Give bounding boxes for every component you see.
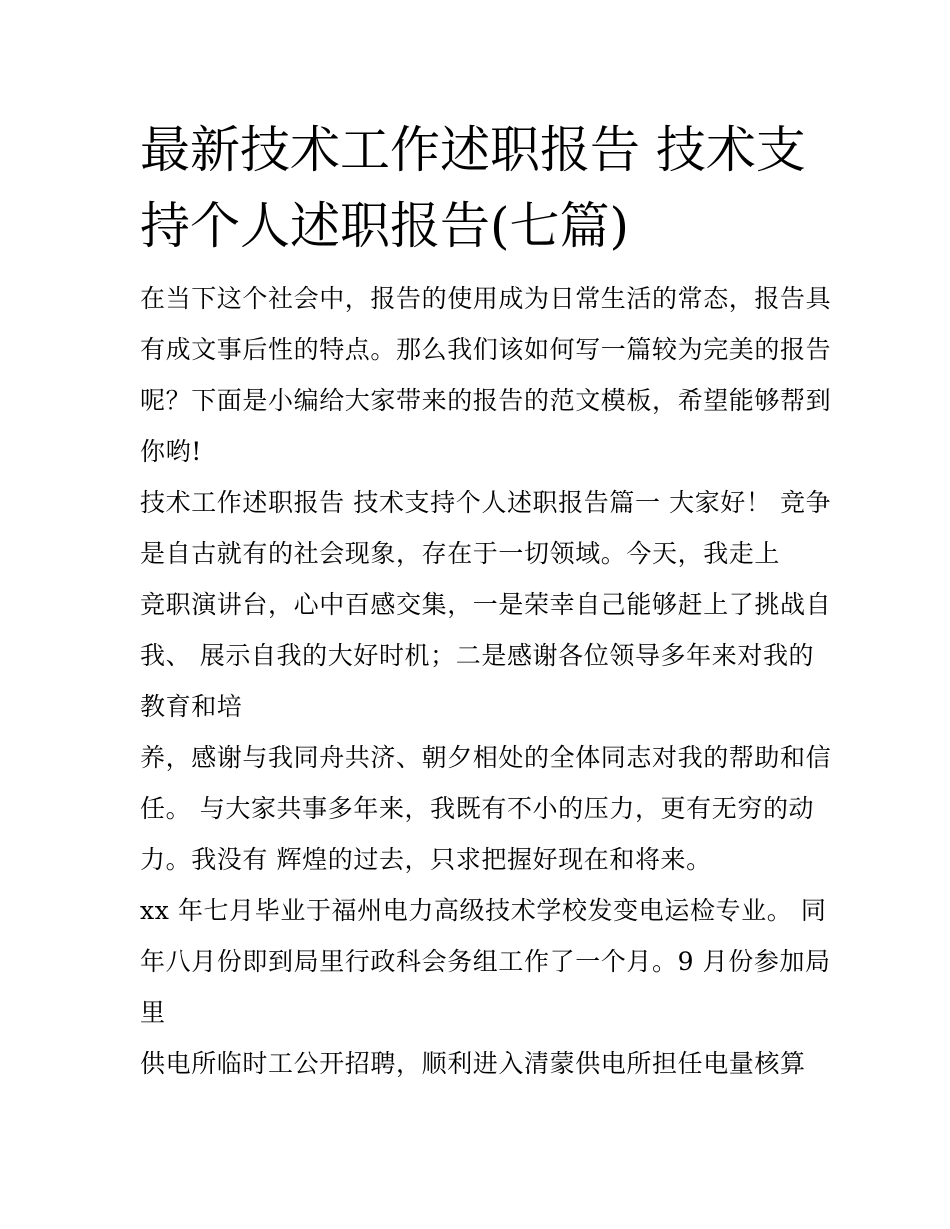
body-line: 供电所临时工公开招聘，顺利进入清蒙供电所担任电量核算 [140, 1049, 806, 1078]
body-line: 你哟! [140, 437, 202, 466]
body-line: 是自古就有的社会现象，存在于一切领域。今天，我走上 [140, 539, 781, 568]
body-line: 里 [140, 998, 166, 1027]
body-line: 养，感谢与我同舟共济、朝夕相处的全体同志对我的帮助和信 [140, 743, 832, 772]
body-line: 技术工作述职报告 技术支持个人述职报告篇一 大家好！ 竞争 [140, 488, 832, 517]
document-body [140, 273, 830, 1089]
title-line: 最新技术工作述职报告 技术支 [140, 121, 806, 179]
body-line: 年八月份即到局里行政科会务组工作了一个月。9 月份参加局 [140, 947, 831, 976]
body-line: 有成文事后性的特点。那么我们该如何写一篇较为完美的报告 [140, 335, 832, 364]
body-line: 力。我没有 辉煌的过去，只求把握好现在和将来。 [140, 845, 712, 874]
body-line: 在当下这个社会中，报告的使用成为日常生活的常态，报告具 [140, 284, 832, 313]
document-title [140, 112, 820, 264]
body-line: xx 年七月毕业于福州电力高级技术学校发变电运检专业。 同 [140, 896, 827, 925]
body-line: 任。 与大家共事多年来，我既有不小的压力，更有无穷的动 [140, 794, 815, 823]
title-line: 持个人述职报告(七篇) [140, 197, 630, 255]
body-line: 竞职演讲台，心中百感交集，一是荣幸自己能够赶上了挑战自 [140, 590, 832, 619]
body-line: 教育和培 [140, 692, 243, 721]
body-line: 呢？下面是小编给大家带来的报告的范文模板，希望能够帮到 [140, 386, 832, 415]
body-line: 我、 展示自我的大好时机；二是感谢各位领导多年来对我的 [140, 641, 815, 670]
